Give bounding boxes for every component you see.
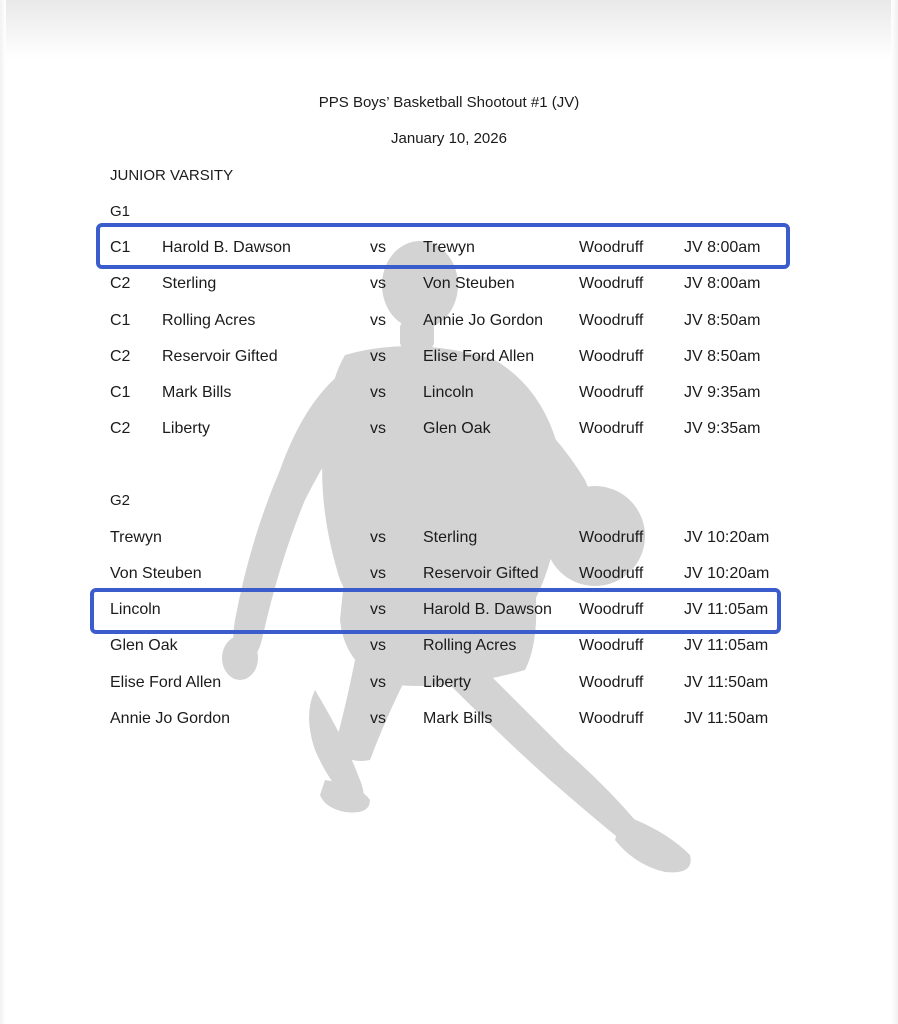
versus-label: vs: [370, 312, 386, 329]
game-time: JV 11:50am: [684, 674, 769, 691]
away-team: Glen Oak: [423, 420, 491, 437]
table-row: [0, 671, 898, 695]
versus-label: vs: [370, 275, 386, 292]
venue: Woodruff: [579, 565, 644, 582]
document-title: PPS Boys’ Basketball Shootout #1 (JV): [318, 94, 580, 111]
versus-label: vs: [370, 565, 386, 582]
court-code: C1: [110, 312, 131, 329]
game-time: JV 8:50am: [684, 348, 761, 365]
versus-label: vs: [370, 710, 386, 727]
event-date: January 10, 2026: [391, 130, 507, 147]
away-team: Mark Bills: [423, 710, 493, 727]
game-time: JV 11:05am: [684, 637, 769, 654]
versus-label: vs: [370, 637, 386, 654]
home-team: Trewyn: [110, 529, 162, 546]
away-team: Rolling Acres: [423, 637, 517, 654]
home-team: Glen Oak: [110, 637, 178, 654]
division-heading: JUNIOR VARSITY: [110, 167, 234, 184]
court-code: C1: [110, 239, 131, 256]
venue: Woodruff: [579, 312, 644, 329]
court-code: C2: [110, 348, 131, 365]
versus-label: vs: [370, 239, 386, 256]
venue: Woodruff: [579, 420, 644, 437]
table-row: [0, 562, 898, 586]
photo-top-shadow: [0, 0, 898, 60]
versus-label: vs: [370, 384, 386, 401]
home-team: Rolling Acres: [162, 312, 256, 329]
table-row: [0, 345, 898, 369]
game-time: JV 9:35am: [684, 384, 761, 401]
away-team: Harold B. Dawson: [423, 601, 552, 618]
court-code: C2: [110, 275, 131, 292]
highlight-box-dawson-game-2: [90, 588, 781, 634]
home-team: Annie Jo Gordon: [110, 710, 231, 727]
home-team: Reservoir Gifted: [162, 348, 278, 365]
away-team: Reservoir Gifted: [423, 565, 539, 582]
versus-label: vs: [370, 420, 386, 437]
versus-label: vs: [370, 529, 386, 546]
table-row: [0, 417, 898, 441]
game-time: JV 11:50am: [684, 710, 769, 727]
table-row: [0, 634, 898, 658]
game-time: JV 10:20am: [684, 565, 770, 582]
away-team: Liberty: [423, 674, 472, 691]
venue: Woodruff: [579, 348, 644, 365]
home-team: Lincoln: [110, 601, 161, 618]
table-row: [0, 381, 898, 405]
group-label-g1: G1: [110, 203, 131, 220]
venue: Woodruff: [579, 674, 644, 691]
table-row: [0, 272, 898, 296]
court-code: C1: [110, 384, 131, 401]
versus-label: vs: [370, 674, 386, 691]
home-team: Liberty: [162, 420, 211, 437]
home-team: Von Steuben: [110, 565, 202, 582]
away-team: Annie Jo Gordon: [423, 312, 544, 329]
home-team: Mark Bills: [162, 384, 232, 401]
game-time: JV 11:05am: [684, 601, 769, 618]
versus-label: vs: [370, 601, 386, 618]
venue: Woodruff: [579, 384, 644, 401]
away-team: Trewyn: [423, 239, 475, 256]
home-team: Sterling: [162, 275, 217, 292]
versus-label: vs: [370, 348, 386, 365]
photo-right-edge: [891, 0, 898, 1024]
table-row: [0, 309, 898, 333]
game-time: JV 8:00am: [684, 239, 761, 256]
away-team: Lincoln: [423, 384, 474, 401]
venue: Woodruff: [579, 529, 644, 546]
home-team: Elise Ford Allen: [110, 674, 222, 691]
venue: Woodruff: [579, 239, 644, 256]
away-team: Von Steuben: [423, 275, 515, 292]
venue: Woodruff: [579, 601, 644, 618]
game-time: JV 8:00am: [684, 275, 761, 292]
venue: Woodruff: [579, 710, 644, 727]
game-time: JV 9:35am: [684, 420, 761, 437]
away-team: Elise Ford Allen: [423, 348, 535, 365]
table-row: [0, 707, 898, 731]
game-time: JV 8:50am: [684, 312, 761, 329]
venue: Woodruff: [579, 637, 644, 654]
venue: Woodruff: [579, 275, 644, 292]
game-time: JV 10:20am: [684, 529, 770, 546]
highlight-box-dawson-game-1: [96, 223, 790, 269]
home-team: Harold B. Dawson: [162, 239, 291, 256]
court-code: C2: [110, 420, 131, 437]
photo-left-edge: [0, 0, 6, 1024]
table-row: [0, 526, 898, 550]
group-label-g2: G2: [110, 492, 131, 509]
away-team: Sterling: [423, 529, 478, 546]
